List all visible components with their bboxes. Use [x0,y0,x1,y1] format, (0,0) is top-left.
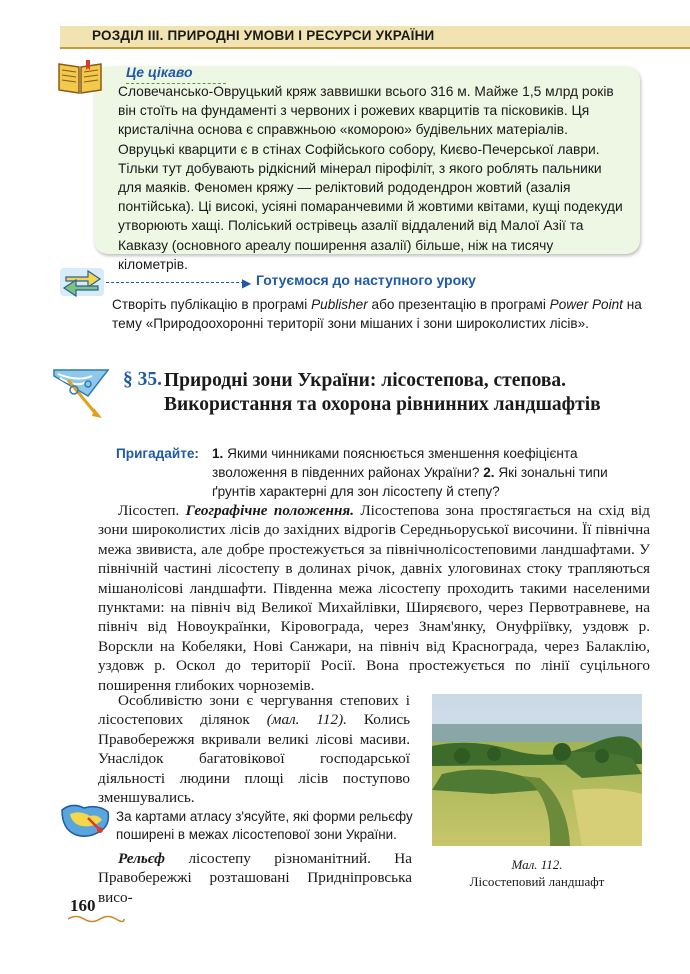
page-ornament-icon [66,914,126,924]
figure-number: Мал. 112. [511,857,563,872]
page-number: 160 [70,896,96,915]
map-task-icon [58,800,112,844]
map-task-text: За картами атласу з'ясуйте, які форми рельєфу поширені в межах лісостепової зони України. [116,809,413,842]
section-ornament-icon [48,362,114,424]
paragraph-lead: Лісостеп. [118,502,180,519]
paragraph-zone-feature: Особливістю зони є чергування степових і лісостепових ділянок (мал. 112). Колись Правобережжя вкривали великі лісові масиви. Унаслідок багатовікової господарської діяльності людини площі лісів поступово зменшувались. [98,692,410,807]
paragraph-subhead: Географічне положення. [185,502,355,519]
paragraph-geographic-position: Лісостеп. Географічне положення. Лісостепова зона простягається на схід від зони широколистих лісів до західних відрогів Середньоруської височини. Її північна межа звивиста, але добре простежується за північнолісостеповими ландшафтами. У північній частині лісостепу в долинах річок, давніх улоговинах стоку трапляються мішанолісові ландшафти. Південна межа лісостепу проходить такими населеними пунктами: на північ від Великої Михайлівки, Ширяєвого, через Первотравневе, на північ від Новоукраїнки, Кіровограда, через Знам'янку, Онуфріївку, уздовж р. Ворскли на Кобеляки, Нові Санжари, на північ від Краснограда, через Балаклію, уздовж р. Оскол до території Росії. Вона простежується по лінії суцільного поширення глибоких чорноземів. [98,502,650,694]
section-number: § 35. [123,369,162,390]
prep-title: Готуємося до наступного уроку [256,272,476,288]
header-underline [60,47,690,49]
prep-text: Створіть публікацію в програмі Publisher або презентацію в програмі Power Point на тему «Природоохоронні території зони мішаних і зони широколистих лісів». [112,297,642,331]
interesting-text: Словечансько-Овруцький кряж заввишки всього 316 м. Майже 1,5 млрд років він стоїть на фундаменті з червоних і рожевих кварцитів та пісковиків. Ця кристалічна основа є справжньою «коморою» будівельних матеріалів. Овруцькі кварцити є в стінах Софійського собору, Києво-Печерської лаври. Тільки тут добувають рідкісний мінерал пірофіліт, з якого роблять пальники для маяків. Феномен кряжу — реліктовий рододендрон жовтий (азалія понтійська). Ці високі, усіяні помаранчевими й жовтими квітами, кущі подекуди утворюють хащі. Поліський острівець азалії віддалений від Малої Азії та Кавказу (основного ареалу поширення азалії) більше, ніж на тисячу кілометрів. [118,84,623,272]
prep-dashed-line [106,282,244,283]
recall-questions: 1. Якими чинниками пояснюється зменшення коефіцієнта зволоження в південних районах України? 2. Які зональні типи ґрунтів характерні для зон лісостепу й степу? [212,446,608,499]
arrow-right-icon: ▶ [242,276,252,290]
section-title: Природні зони України: лісостепова, степова. Використання та охорона рівнинних ландшафтів [164,370,601,415]
interesting-title: Це цікаво [126,64,193,80]
figure-caption: Лісостеповий ландшафт [469,874,605,889]
recall-label: Пригадайте: [116,446,199,461]
forest-steppe-photo [432,694,642,846]
exchange-arrows-icon [58,264,106,300]
chapter-title: РОЗДІЛ ІІІ. ПРИРОДНІ УМОВИ І РЕСУРСИ УКРАЇНИ [92,28,435,43]
paragraph-relief: Рельєф лісостепу різноманітний. На Правобережжі розташовані Придніпровська висо- [98,850,412,906]
open-book-icon [56,58,104,96]
